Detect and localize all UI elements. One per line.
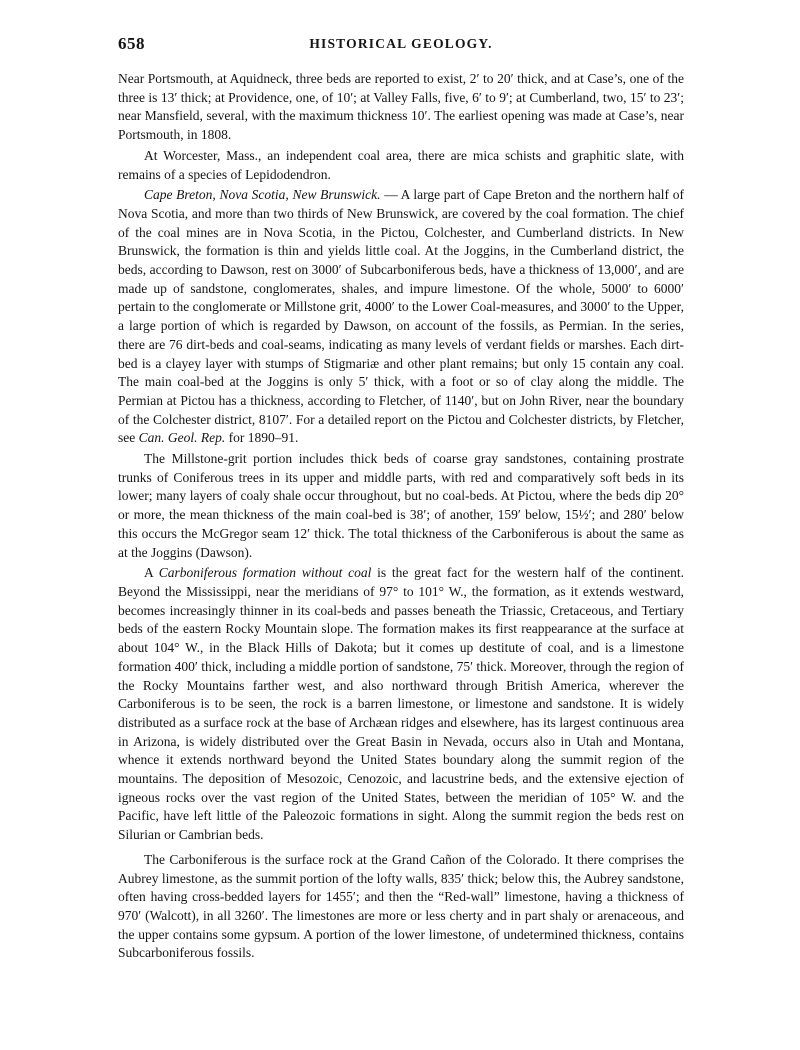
paragraph-worcester: At Worcester, Mass., an independent coal area, there are mica schists and graphitic slate, with remains of a species of Lepidodendron. <box>118 147 684 182</box>
paragraph-grand-canon: The Carboniferous is the surface rock at the Grand Cañon of the Colorado. It there comprises the Aubrey limestone, as the summit portion of the lofty walls, 835′ thick; below this, the Aubrey sandstone, often having cross-bedded layers for 1455′; and then the “Red-wall” limestone, having a thickness of 970′ (Walcott), in all 3260′. The limestones are more or less cherty and in part shaly or arenaceous, and the upper contains some gypsum. A portion of the lower limestone, of undetermined thickness, contains Subcarboniferous fossils. <box>118 851 684 961</box>
paragraph-western-body: is the great fact for the western half of the continent. Beyond the Mississippi, near the meridians of 97° to 101° W., the formation, as it extends westward, becomes increasingly thinner in its coal-beds and passes beneath the Triassic, Cretaceous, and Tertiary beds of the eastern Rocky Mountain slope. The formation makes its first reappearance at the surface at about 104° W., in the Black Hills of Dakota; but it comes up destitute of coal, and is a limestone formation 400′ thick, including a middle portion of sandstone, 75′ thick. Moreover, through the region of the Rocky Mountains farther west, and also northward through British America, wherever the Carboniferous is to be seen, the rock is a barren limestone, or limestone and sandstone. It is widely distributed as a surface rock at the base of Archæan ridges and elsewhere, has its largest continuous area in Arizona, is widely distributed over the Great Basin in Nevada, occurs also in Utah and Montana, whence it extends northward beyond the United States boundary along the summit region of the mountains. The deposition of Mesozoic, Cenozoic, and lacustrine beds, and the extensive ejection of igneous rocks over the vast region of the United States, between the meridian of 105° W. and the Pacific, have left little of the Paleozoic formations in sight. Along the summit region the beds rest on Silurian or Cambrian beds. <box>118 565 685 843</box>
running-head: HISTORICAL GEOLOGY. <box>309 36 493 51</box>
reference-can-geol-rep: Can. Geol. Rep. <box>138 430 226 446</box>
section-heading-without-coal: Carboniferous formation without coal <box>158 565 372 581</box>
paragraph-portsmouth: Near Portsmouth, at Aquidneck, three beds are reported to exist, 2′ to 20′ thick, and at Case’s, one of the three is 13′ thick; at Providence, one, of 10′; at Valley Falls, five, 6′ to 9′; at Cumberland, two, 15′ to 23′; near Mansfield, several, with the maximum thickness 10′. The earliest opening was made at Case’s, near Portsmouth, in 1808. <box>118 71 684 143</box>
paragraph-cape-breton-body: — A large part of Cape Breton and the northern half of Nova Scotia, and more than two thirds of New Brunswick, are covered by the coal formation. The chief of the coal mines are in Nova Scotia, in the Pictou, Colchester, and Cumberland districts. In New Brunswick, the formation is thin and yields little coal. At the Joggins, in the Cumberland district, the beds, according to Dawson, rest on 3000′ of Subcarboniferous beds, have a thickness of 13,000′, and are made up of sandstone, conglomerates, shales, and impure limestone. Of the whole, 5000′ to 6000′ pertain to the conglomerate or Millstone grit, 4000′ to the Lower Coal-measures, and 3000′ to the Upper, a large portion of which is regarded by Dawson, on account of the fossils, as Permian. In the series, there are 76 dirt-beds and coal-seams, indicating as many levels of verdant fields or marshes. Each dirt-bed is a clayey layer with stumps of Stigmariæ and other plant remains; but only 15 contain any coal. The main coal-bed at the Joggins is only 5′ thick, with a foot or so of clay along the middle. The Permian at Pictou has a thickness, according to Fletcher, of 1140′, but on John River, near the boundary of the Colchester district, 8107′. For a detailed report on the Pictou and Colchester districts, by Fletcher, see <box>118 187 684 446</box>
paragraph-cape-breton <box>118 186 684 448</box>
paragraph-millstone-grit: The Millstone-grit portion includes thick beds of coarse gray sandstones, containing prostrate trunks of Coniferous trees in its upper and middle parts, with red and comparatively soft beds in its lower; many layers of coaly shale occur throughout, but no coal-beds. At Pictou, where the beds dip 20° or more, the mean thickness of the main coal-bed is 38′; of another, 159′ below, 15½′; and 280′ below this occurs the McGregor seam 12′ thick. The total thickness of the Carboniferous is about the same as at the Joggins (Dawson). <box>118 451 684 560</box>
section-heading-cape-breton: Cape Breton, Nova Scotia, New Brunswick. <box>144 187 381 203</box>
page-header <box>118 34 684 58</box>
paragraph-cape-breton-tail: for 1890–91. <box>225 430 299 446</box>
body-text <box>118 70 684 963</box>
page-number: 658 <box>118 34 145 53</box>
paragraph-western-lead: A <box>144 565 159 581</box>
paragraph-western-carboniferous <box>118 564 684 845</box>
